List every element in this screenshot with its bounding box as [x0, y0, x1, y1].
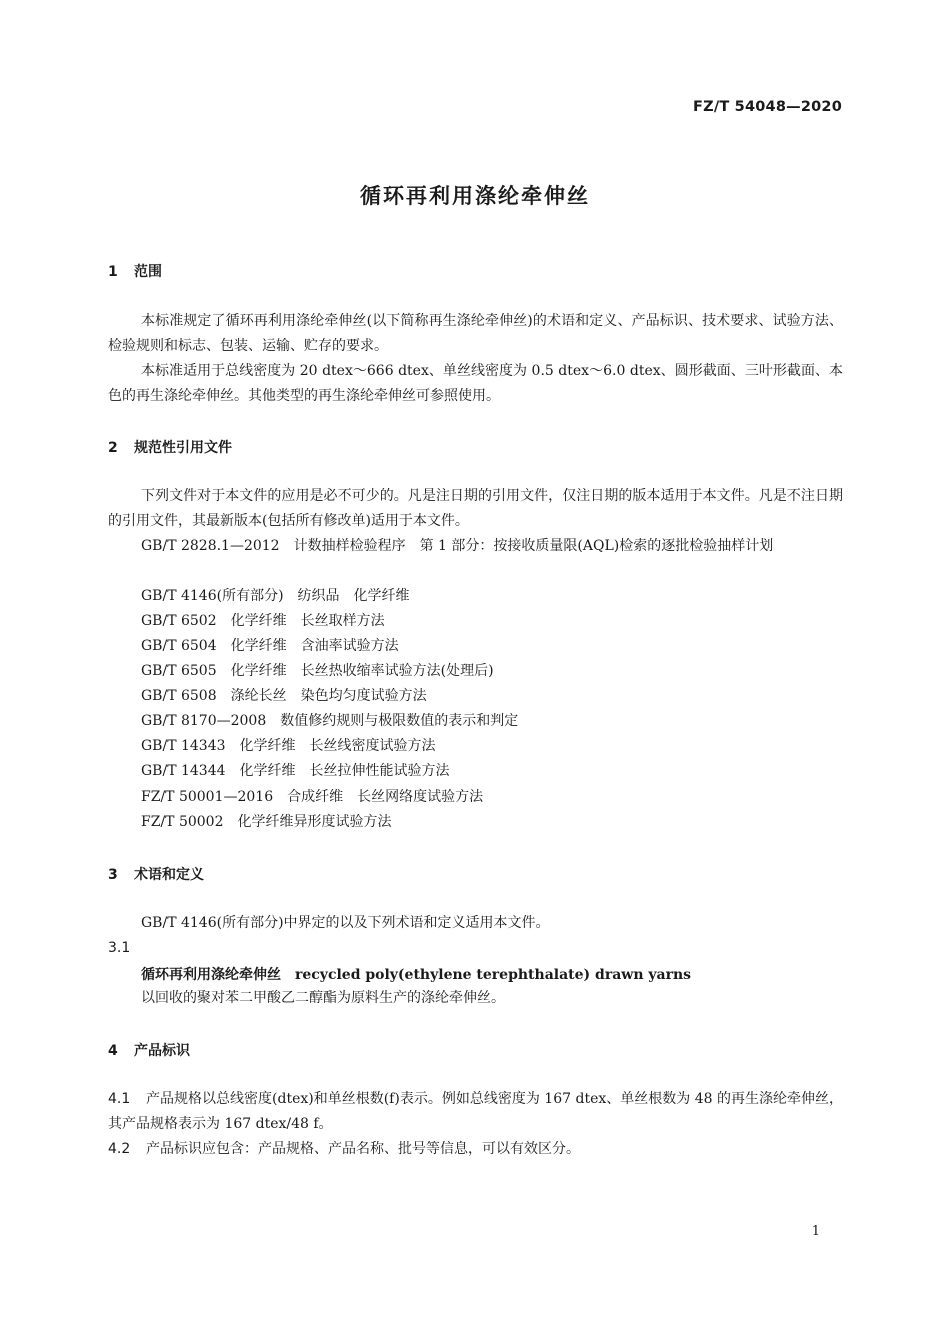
reference-title: 化学纤维 长丝热收缩率试验方法(处理后) — [230, 663, 494, 679]
section-heading-scope — [108, 261, 162, 281]
reference-code: FZ/T 50002 — [141, 814, 224, 830]
reference-entry — [141, 609, 385, 634]
page-number: 1 — [811, 1224, 820, 1239]
reference-code: GB/T 14343 — [141, 738, 226, 754]
reference-title: 化学纤维 含油率试验方法 — [230, 638, 399, 654]
document-title: 循环再利用涤纶牵伸丝 — [360, 184, 590, 208]
reference-title: 数值修约规则与极限数值的表示和判定 — [280, 713, 519, 729]
section-heading-terms-definitions — [108, 864, 204, 884]
section-title: 术语和定义 — [134, 867, 204, 883]
clause — [108, 1087, 843, 1137]
subclause-number: 3.1 — [108, 940, 131, 956]
clause — [108, 1137, 843, 1162]
reference-title: 化学纤维 长丝取样方法 — [230, 613, 385, 629]
reference-entry — [141, 810, 391, 835]
clause-number: 4.2 — [108, 1141, 131, 1157]
section-number: 2 — [108, 440, 118, 456]
reference-code: GB/T 4146(所有部分) — [141, 588, 284, 604]
section-number: 4 — [108, 1043, 118, 1059]
reference-entry — [141, 584, 410, 609]
term-english: recycled poly(ethylene terephthalate) drawn yarns — [295, 967, 692, 983]
section-title: 范围 — [134, 264, 162, 280]
clause-text: 产品规格以总线密度(dtex)和单丝根数(f)表示。例如总线密度为 167 dtex、单丝根数为 48 的再生涤纶牵伸丝，其产品规格表示为 167 dtex/48 f。 — [108, 1091, 843, 1132]
section-number: 1 — [108, 264, 118, 280]
reference-code: FZ/T 50001—2016 — [141, 789, 274, 805]
reference-title: 纺织品 化学纤维 — [297, 588, 410, 604]
reference-entry — [141, 684, 427, 709]
reference-entry: GB/T 2828.1—2012 计数抽样检验程序 第 1 部分：按接收质量限(AQL)检索的逐批检验抽样计划 — [141, 538, 774, 554]
reference-code: GB/T 6508 — [141, 688, 217, 704]
reference-title: 化学纤维 长丝线密度试验方法 — [239, 738, 436, 754]
clause-number: 4.1 — [108, 1091, 131, 1107]
section-heading-normative-references — [108, 437, 232, 457]
reference-title: 合成纤维 长丝网络度试验方法 — [287, 789, 484, 805]
reference-title: 化学纤维 长丝拉伸性能试验方法 — [239, 763, 450, 779]
section-heading-product-identification — [108, 1040, 190, 1060]
reference-entry — [141, 709, 518, 734]
term-chinese: 循环再利用涤纶牵伸丝 — [141, 967, 281, 983]
reference-entry — [141, 785, 483, 810]
reference-code: GB/T 6505 — [141, 663, 217, 679]
reference-code: GB/T 14344 — [141, 763, 226, 779]
reference-entry — [141, 634, 399, 659]
reference-code: GB/T 6504 — [141, 638, 217, 654]
paragraph: 本标准适用于总线密度为 20 dtex～666 dtex、单丝线密度为 0.5 dtex～6.0 dtex、圆形截面、三叶形截面、本色的再生涤纶牵伸丝。其他类型的再生涤纶牵伸丝可参照使用。 — [108, 363, 843, 404]
reference-code: GB/T 6502 — [141, 613, 217, 629]
term-entry — [141, 964, 691, 984]
reference-entry — [141, 759, 450, 784]
section-title: 规范性引用文件 — [134, 440, 232, 456]
reference-title: 涤纶长丝 染色均匀度试验方法 — [230, 688, 427, 704]
clause-text: 产品标识应包含：产品规格、产品名称、批号等信息，可以有效区分。 — [146, 1141, 580, 1157]
standard-code: FZ/T 54048—2020 — [693, 99, 842, 115]
reference-entry — [141, 734, 436, 759]
paragraph: 本标准规定了循环再利用涤纶牵伸丝(以下简称再生涤纶牵伸丝)的术语和定义、产品标识、技术要求、试验方法、检验规则和标志、包装、运输、贮存的要求。 — [108, 313, 843, 354]
reference-code: GB/T 8170—2008 — [141, 713, 267, 729]
paragraph: GB/T 4146(所有部分)中界定的以及下列术语和定义适用本文件。 — [141, 915, 550, 931]
paragraph: 下列文件对于本文件的应用是必不可少的。凡是注日期的引用文件，仅注日期的版本适用于本文件。凡是不注日期的引用文件，其最新版本(包括所有修改单)适用于本文件。 — [108, 488, 843, 529]
term-definition: 以回收的聚对苯二甲酸乙二醇酯为原料生产的涤纶牵伸丝。 — [141, 990, 505, 1006]
reference-entry — [141, 659, 494, 684]
section-title: 产品标识 — [134, 1043, 190, 1059]
reference-title: 化学纤维异形度试验方法 — [237, 814, 392, 830]
section-number: 3 — [108, 867, 118, 883]
